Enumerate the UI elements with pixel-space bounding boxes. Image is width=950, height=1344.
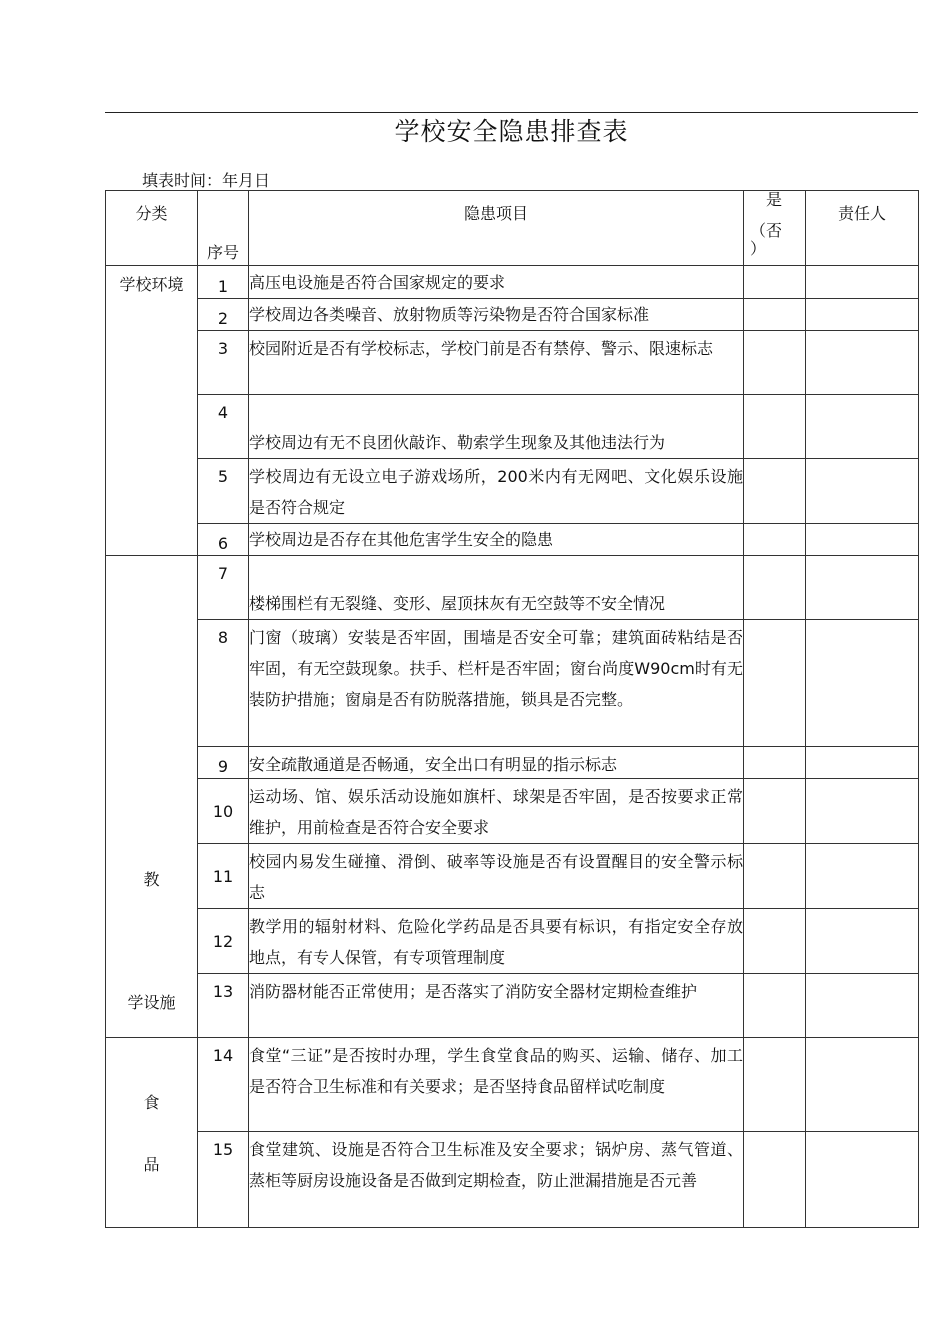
table-row [106,459,919,524]
row-number: 6 [198,524,249,556]
row-item: 教学用的辐射材料、危险化学药品是否具要有标识，有指定安全存放地点，有专人保管，有专项管理制度 [249,909,744,974]
row-responsible-cell[interactable] [806,620,919,747]
row-number: 2 [198,299,249,331]
row-responsible-cell[interactable] [806,1132,919,1228]
row-yes-no-cell[interactable] [744,299,806,331]
header-yes-no-line-3: ） [750,239,767,258]
header-number: 序号 [198,191,249,266]
row-responsible-cell[interactable] [806,266,919,299]
table-row [106,395,919,459]
table-row [106,974,919,1038]
row-responsible-cell[interactable] [806,331,919,395]
row-item: 食堂建筑、设施是否符合卫生标准及安全要求；锅炉房、蒸气管道、蒸柜等厨房设施设备是否做到定期检查，防止泄漏措施是否元善 [249,1132,744,1228]
row-item: 楼梯围栏有无裂缝、变形、屋顶抹灰有无空鼓等不安全情况 [249,556,744,620]
row-yes-no-cell[interactable] [744,974,806,1038]
row-yes-no-cell[interactable] [744,779,806,844]
row-number: 1 [198,266,249,299]
row-item: 学校周边各类噪音、放射物质等污染物是否符合国家标准 [249,299,744,331]
row-yes-no-cell[interactable] [744,1132,806,1228]
row-responsible-cell[interactable] [806,844,919,909]
category-teaching-facilities [106,556,198,1038]
table-row [106,620,919,747]
row-number: 5 [198,459,249,524]
row-item: 校园内易发生碰撞、滑倒、破率等设施是否有设置醒目的安全警示标志 [249,844,744,909]
table-row [106,331,919,395]
row-yes-no-cell[interactable] [744,266,806,299]
table-header-row [106,191,919,266]
row-yes-no-cell[interactable] [744,844,806,909]
row-item: 运动场、馆、娱乐活动设施如旗杆、球架是否牢固，是否按要求正常维护，用前检查是否符合安全要求 [249,779,744,844]
fill-time-label: 填表时间：年月日 [142,171,271,190]
row-yes-no-cell[interactable] [744,1038,806,1132]
row-responsible-cell[interactable] [806,395,919,459]
row-number: 15 [198,1132,249,1228]
row-responsible-cell[interactable] [806,299,919,331]
row-item: 安全疏散通道是否畅通，安全出口有明显的指示标志 [249,747,744,779]
top-rule [105,112,918,113]
row-yes-no-cell[interactable] [744,747,806,779]
row-item: 学校周边有无不良团伙敲诈、勒索学生现象及其他违法行为 [249,395,744,459]
row-number: 9 [198,747,249,779]
row-item: 食堂“三证”是否按时办理，学生食堂食品的购买、运输、储存、加工是否符合卫生标准和有关要求；是否坚持食品留样试吃制度 [249,1038,744,1132]
row-responsible-cell[interactable] [806,556,919,620]
table-row [106,266,919,299]
row-responsible-cell[interactable] [806,909,919,974]
row-number: 4 [198,395,249,459]
row-responsible-cell[interactable] [806,1038,919,1132]
row-yes-no-cell[interactable] [744,556,806,620]
row-yes-no-cell[interactable] [744,909,806,974]
row-number: 10 [198,779,249,844]
row-responsible-cell[interactable] [806,779,919,844]
row-responsible-cell[interactable] [806,747,919,779]
table-row [106,844,919,909]
row-number: 7 [198,556,249,620]
header-category: 分类 [106,191,198,266]
row-number: 3 [198,331,249,395]
row-number: 8 [198,620,249,747]
table-row [106,299,919,331]
row-number: 12 [198,909,249,974]
category-food-part-1: 食 [143,1093,160,1112]
row-responsible-cell[interactable] [806,459,919,524]
row-number: 11 [198,844,249,909]
category-food-part-2: 品 [143,1155,160,1174]
table-row [106,779,919,844]
table-row [106,1132,919,1228]
header-item: 隐患项目 [249,191,744,266]
table-row [106,524,919,556]
row-responsible-cell[interactable] [806,974,919,1038]
row-responsible-cell[interactable] [806,524,919,556]
category-teaching-facilities-part-2: 学设施 [127,993,176,1012]
category-school-environment: 学校环境 [106,266,198,556]
document-title: 学校安全隐患排查表 [394,117,629,146]
table-row [106,1038,919,1132]
category-food [106,1038,198,1228]
table-row [106,909,919,974]
row-number: 14 [198,1038,249,1132]
row-item: 消防器材能否正常使用；是否落实了消防安全器材定期检查维护 [249,974,744,1038]
row-yes-no-cell[interactable] [744,395,806,459]
row-yes-no-cell[interactable] [744,524,806,556]
table-row [106,556,919,620]
table-row [106,747,919,779]
header-responsible: 责任人 [806,191,919,266]
row-item: 门窗（玻璃）安装是否牢固，围墙是否安全可靠；建筑面砖粘结是否牢固，有无空鼓现象。扶手、栏杆是否牢固；窗台尚度W90cm时有无装防护措施；窗扇是否有防脱落措施，锁具是否完整。 [249,620,744,747]
row-item: 学校周边有无设立电子游戏场所，200米内有无网吧、文化娱乐设施是否符合规定 [249,459,744,524]
row-yes-no-cell[interactable] [744,620,806,747]
header-yes-no [744,191,806,266]
hazard-check-table [105,190,919,1228]
row-yes-no-cell[interactable] [744,331,806,395]
header-yes-no-line-2: （否 [750,221,783,240]
category-teaching-facilities-part-1: 教 [143,870,160,889]
header-yes-no-line-1: 是 [766,190,783,209]
row-yes-no-cell[interactable] [744,459,806,524]
row-item: 学校周边是否存在其他危害学生安全的隐患 [249,524,744,556]
row-item: 高压电设施是否符合国家规定的要求 [249,266,744,299]
row-item: 校园附近是否有学校标志，学校门前是否有禁停、警示、限速标志 [249,331,744,395]
row-number: 13 [198,974,249,1038]
